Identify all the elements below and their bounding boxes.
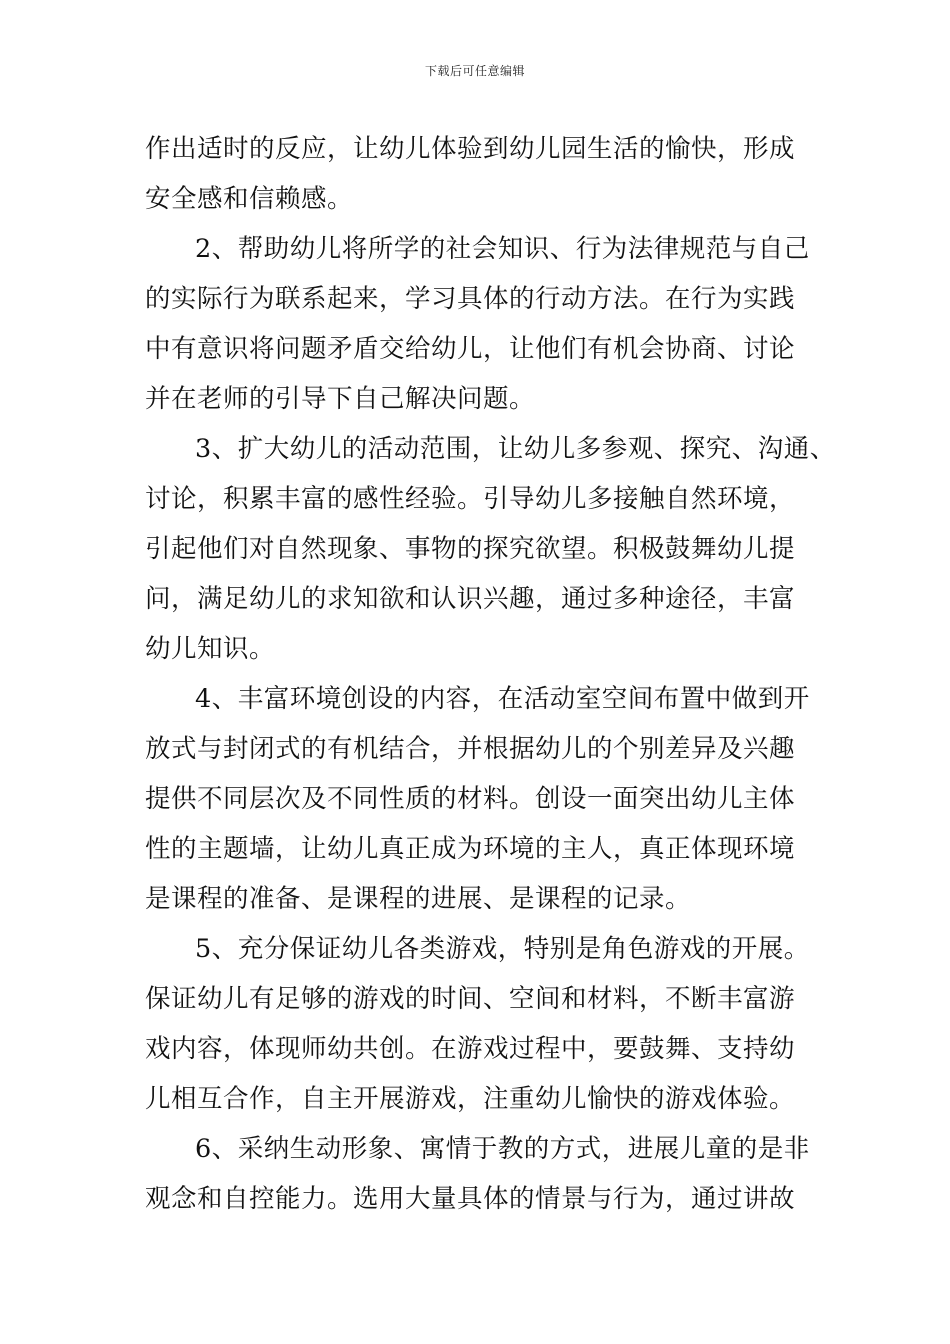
text-line: 安全感和信赖感。 <box>145 184 354 214</box>
text-line: 并在老师的引导下自己解决问题。 <box>145 384 536 414</box>
text-line: 问，满足幼儿的求知欲和认识兴趣，通过多种途径，丰富 <box>145 584 796 614</box>
text-line: 儿相互合作，自主开展游戏，注重幼儿愉快的游戏体验。 <box>145 1084 796 1114</box>
text-line: 讨论，积累丰富的感性经验。引导幼儿多接触自然环境， <box>145 484 796 514</box>
document-body <box>145 124 836 1224</box>
page-header: 下载后可任意编辑 <box>424 64 525 78</box>
text-line: 4、丰富环境创设的内容，在活动室空间布置中做到开 <box>195 684 810 714</box>
text-line: 的实际行为联系起来，学习具体的行动方法。在行为实践 <box>145 284 796 314</box>
text-line: 是课程的准备、是课程的进展、是课程的记录。 <box>145 884 692 914</box>
text-line: 保证幼儿有足够的游戏的时间、空间和材料，不断丰富游 <box>145 984 796 1014</box>
text-line: 提供不同层次及不同性质的材料。创设一面突出幼儿主体 <box>145 784 796 814</box>
text-line: 观念和自控能力。选用大量具体的情景与行为，通过讲故 <box>145 1184 796 1214</box>
text-line: 作出适时的反应，让幼儿体验到幼儿园生活的愉快，形成 <box>145 134 796 164</box>
text-line: 3、扩大幼儿的活动范围，让幼儿多参观、探究、沟通、 <box>195 434 836 464</box>
text-line: 幼儿知识。 <box>145 634 276 664</box>
text-line: 6、采纳生动形象、寓情于教的方式，进展儿童的是非 <box>195 1134 810 1164</box>
text-line: 戏内容，体现师幼共创。在游戏过程中，要鼓舞、支持幼 <box>145 1034 796 1064</box>
text-line: 中有意识将问题矛盾交给幼儿，让他们有机会协商、讨论 <box>145 334 796 364</box>
text-line: 5、充分保证幼儿各类游戏，特别是角色游戏的开展。 <box>195 934 810 964</box>
text-line: 放式与封闭式的有机结合，并根据幼儿的个别差异及兴趣 <box>145 734 796 764</box>
text-line: 性的主题墙，让幼儿真正成为环境的主人，真正体现环境 <box>145 834 796 864</box>
text-line: 2、帮助幼儿将所学的社会知识、行为法律规范与自己 <box>195 234 810 264</box>
text-line: 引起他们对自然现象、事物的探究欲望。积极鼓舞幼儿提 <box>145 534 796 564</box>
